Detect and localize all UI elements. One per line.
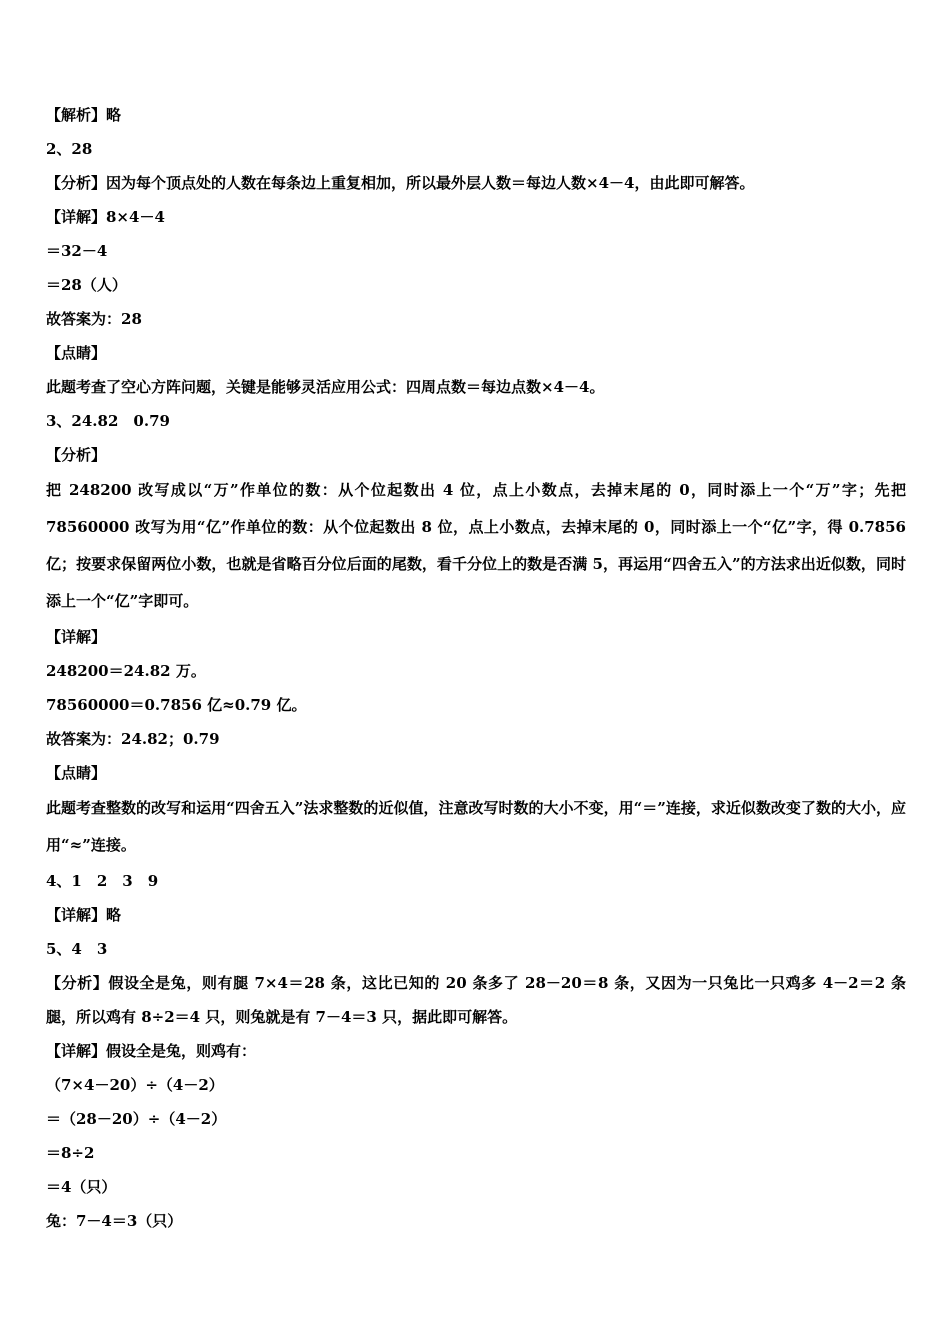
question-2-conclusion: 故答案为：28 (46, 310, 142, 328)
question-5-step: （7×4－20）÷（4－2） (46, 1076, 224, 1094)
question-3-step: 248200＝24.82 万。 (46, 662, 206, 680)
question-3-comment-heading: 【点睛】 (46, 764, 107, 782)
question-3-conclusion: 故答案为：24.82；0.79 (46, 730, 220, 748)
analysis-note: 【解析】略 (46, 106, 122, 124)
question-3-analysis-heading: 【分析】 (46, 446, 107, 464)
question-5-detail: 【详解】假设全是兔，则鸡有： (46, 1042, 257, 1060)
question-4-detail: 【详解】略 (46, 906, 122, 924)
question-5-answer: 5、4 3 (46, 940, 108, 958)
question-5-analysis: 【分析】假设全是兔，则有腿 7×4＝28 条，这比已知的 20 条多了 28－20＝8 条，又因为一只兔比一只鸡多 4－2＝2 条腿，所以鸡有 8÷2＝4 只，则兔就是有 7－4＝3 只，据此即可解答。 (46, 974, 906, 1026)
question-3-comment: 此题考查整数的改写和运用“四舍五入”法求整数的近似值，注意改写时数的大小不变，用“＝”连接，求近似数改变了数的大小，应用“≈”连接。 (46, 799, 906, 854)
question-3-analysis: 把 248200 改写成以“万”作单位的数：从个位起数出 4 位，点上小数点，去掉末尾的 0，同时添上一个“万”字；先把 78560000 改写为用“亿”作单位的数：从个位起数出 8 位，点上小数点，去掉末尾的 0，同时添上一个“亿”字，得 0.7856 亿；按要求保留两位小数，也就是省略百分位后面的尾数，看千分位上的数是否满 5，再运用“四舍五入”的方法求出近似数，同时添上一个“亿”字即可。 (46, 481, 906, 610)
question-4-answer: 4、1 2 3 9 (46, 872, 159, 890)
question-5-step: ＝8÷2 (46, 1144, 95, 1162)
answer-content (46, 98, 906, 1238)
question-2-step: ＝28（人） (46, 276, 127, 294)
question-5-step: ＝4（只） (46, 1178, 117, 1196)
question-3-answer: 3、24.82 0.79 (46, 412, 170, 430)
question-3-step: 78560000＝0.7856 亿≈0.79 亿。 (46, 696, 307, 714)
question-5-step: ＝（28－20）÷（4－2） (46, 1110, 227, 1128)
question-2-comment: 此题考查了空心方阵问题，关键是能够灵活应用公式：四周点数＝每边点数×4－4。 (46, 378, 605, 396)
question-5-rabbit-count: 兔：7－4＝3（只） (46, 1212, 183, 1230)
question-3-detail-heading: 【详解】 (46, 628, 107, 646)
question-2-detail: 【详解】8×4－4 (46, 208, 165, 226)
question-2-analysis: 【分析】因为每个顶点处的人数在每条边上重复相加，所以最外层人数＝每边人数×4－4，由此即可解答。 (46, 174, 755, 192)
question-2-answer: 2、28 (46, 140, 93, 158)
question-2-comment-heading: 【点睛】 (46, 344, 107, 362)
question-2-step: ＝32－4 (46, 242, 108, 260)
